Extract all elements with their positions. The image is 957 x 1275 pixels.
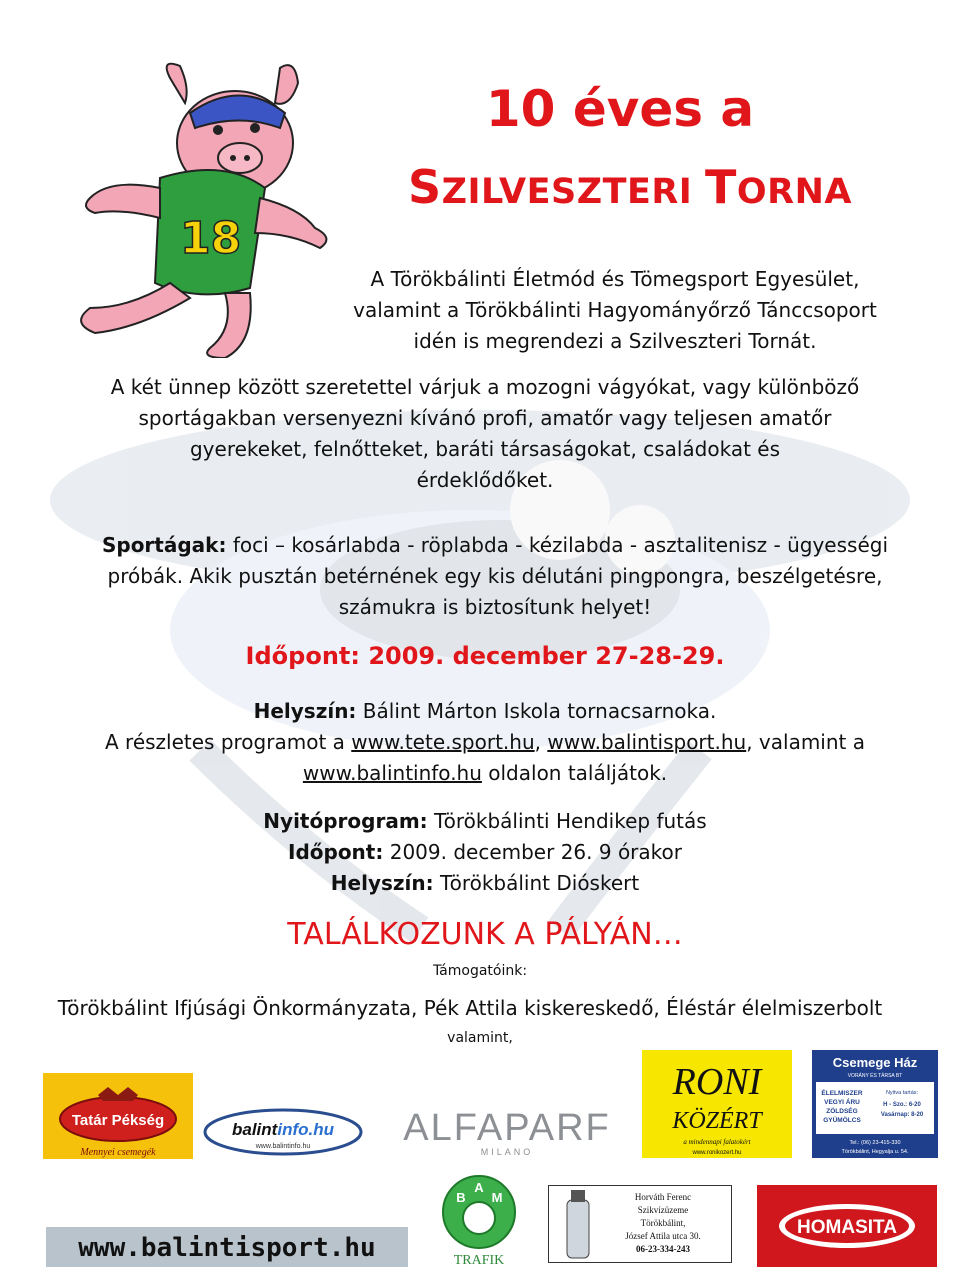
- homasita-logo: [757, 1185, 937, 1267]
- opening-date-value: 2009. december 26. 9 órakor: [383, 840, 682, 864]
- homasita-logo-art: [757, 1185, 937, 1267]
- venue-line: [60, 696, 910, 727]
- sports-paragraph: [80, 530, 910, 623]
- alfaparf-name: ALFAPARF: [403, 1107, 611, 1149]
- roni-tagline: a mindennapi falatokért: [683, 1138, 751, 1146]
- invite-line: A két ünnep között szeretettel várjuk a mozogni vágyókat, vagy különböző: [110, 375, 860, 399]
- opening-line: [150, 806, 820, 837]
- invite-line: gyerekeket, felnőtteket, baráti társaságokat, családokat és: [189, 437, 781, 461]
- balintisport-logo-art: [46, 1227, 408, 1267]
- sports-line: számukra is biztosítunk helyet!: [338, 595, 652, 619]
- intro-line: idén is megrendezi a Szilveszteri Tornát.: [413, 329, 817, 353]
- homasita-name: HOMASITA: [797, 1217, 897, 1238]
- bam-logo-art: [437, 1172, 521, 1268]
- slogan: TALÁLKOZUNK A PÁLYÁN…: [287, 917, 683, 952]
- opening-program: [150, 806, 820, 899]
- csemege-item: ÉLELMISZER: [821, 1090, 863, 1097]
- opening-label: Nyitóprogram:: [263, 809, 428, 833]
- venue-paragraph: [60, 696, 910, 789]
- opening-date-label: Időpont:: [288, 840, 384, 864]
- horvath-line-2: Szikvízüzeme: [637, 1205, 689, 1215]
- program-line: [60, 727, 910, 758]
- title-cap-s: S: [407, 160, 442, 214]
- intro-paragraph: [330, 264, 900, 357]
- program-line-2: [60, 758, 910, 789]
- invite-paragraph: [90, 372, 880, 496]
- csemege-address: Törökbálint, Hegyalja u. 54.: [841, 1149, 909, 1155]
- csemege-hours-label: Nyitva tartás:: [885, 1090, 919, 1096]
- pig-mascot-illustration: [50, 58, 335, 358]
- csemege-haz-logo: [812, 1050, 938, 1158]
- supporters-label: Támogatóink:: [432, 963, 528, 979]
- roni-url: www.ronikozert.hu: [692, 1150, 742, 1156]
- title-rest-1: ZILVESZTERI: [441, 172, 706, 212]
- csemege-hours-2: Vasárnap: 8-20: [880, 1112, 924, 1118]
- sports-line: [80, 530, 910, 561]
- tatar-name: Tatár Pékség: [71, 1112, 165, 1129]
- invite-line: érdeklődőket.: [416, 468, 554, 492]
- sports-line: próbák. Akik pusztán betérnének egy kis délutáni pingpongra, beszélgetésre,: [107, 564, 883, 588]
- program-prefix: A részletes programot a: [105, 730, 352, 754]
- also-label: valamint,: [447, 1030, 513, 1046]
- event-date: Időpont: 2009. december 27-28-29.: [245, 642, 725, 670]
- shirt-number: 18: [180, 213, 242, 264]
- opening-venue-value: Törökbálint Dióskert: [433, 871, 640, 895]
- opening-date-line: [150, 837, 820, 868]
- title-line-1: 10 éves a: [485, 80, 755, 138]
- venue-value: Bálint Márton Iskola tornacsarnoka.: [356, 699, 717, 723]
- alfaparf-sub: MILANO: [480, 1147, 534, 1157]
- alfaparf-logo: [380, 1105, 635, 1157]
- opening-venue-line: [150, 868, 820, 899]
- link-balintinfo[interactable]: www.balintinfo.hu: [302, 761, 482, 785]
- alfaparf-logo-art: [380, 1105, 635, 1157]
- roni-line-2: KÖZÉRT: [672, 1108, 762, 1134]
- csemege-hours-1: H - Szo.: 6-20: [883, 1102, 921, 1108]
- roni-line-1: RONI: [672, 1061, 762, 1103]
- bam-letter-m: M: [491, 1190, 503, 1205]
- horvath-line-4: József Attila utca 30.: [625, 1231, 701, 1241]
- title-rest-2: ORNA: [736, 172, 853, 212]
- csemege-sub: VORÁNY ÉS TÁRSA BT: [847, 1073, 903, 1079]
- csemege-name: Csemege Ház: [832, 1055, 918, 1070]
- program-suffix: , valamint a: [746, 730, 865, 754]
- csemege-item: VEGYI ÁRU: [824, 1099, 860, 1106]
- supporters-list: Törökbálint Ifjúsági Önkormányzata, Pék Attila kiskereskedő, Éléstár élelmiszerbolt: [57, 996, 883, 1020]
- csemege-item: ZÖLDSÉG: [826, 1108, 858, 1115]
- sports-label: Sportágak:: [101, 533, 227, 557]
- csemege-phone: Tel.: (06) 23-415-330: [849, 1140, 901, 1146]
- tatar-pekseg-logo: [43, 1073, 193, 1159]
- program-end: oldalon találjátok.: [481, 761, 668, 785]
- intro-line: valamint a Törökbálinti Hagyományőrző Tánccsoport: [353, 298, 877, 322]
- title-cap-t: T: [705, 160, 737, 214]
- balintisport-text: www.balintisport.hu: [78, 1233, 376, 1263]
- roni-logo-art: [642, 1050, 792, 1158]
- sports-list: foci – kosárlabda - röplabda - kézilabda - asztalitenisz - ügyességi: [226, 533, 889, 557]
- balintinfo-name-a: balint: [232, 1120, 278, 1139]
- opening-value: Törökbálinti Hendikep futás: [427, 809, 707, 833]
- venue-label: Helyszín:: [253, 699, 357, 723]
- bam-trafik-logo: [437, 1172, 521, 1268]
- bam-label: TRAFIK: [453, 1253, 505, 1268]
- horvath-szikviz-logo: [548, 1185, 732, 1263]
- bam-letter-a: A: [474, 1180, 484, 1195]
- balintinfo-url: www.balintinfo.hu: [255, 1143, 311, 1150]
- tatar-tagline: Mennyei csemegék: [80, 1147, 156, 1158]
- balintinfo-logo: [203, 1107, 363, 1157]
- horvath-line-1: Horváth Ferenc: [634, 1192, 692, 1202]
- roni-kozert-logo: [642, 1050, 792, 1158]
- balintisport-logo: [46, 1227, 408, 1267]
- horvath-logo-art: [549, 1186, 731, 1262]
- svg-text:balintinfo.hu: [232, 1120, 335, 1139]
- balintinfo-logo-art: [203, 1107, 363, 1157]
- link-separator: ,: [534, 730, 548, 754]
- title-line-2: [385, 160, 875, 214]
- csemege-logo-art: [812, 1050, 938, 1158]
- balintinfo-name-b: info.hu: [277, 1120, 334, 1139]
- link-balintisport[interactable]: www.balintisport.hu: [547, 730, 747, 754]
- horvath-line-5: 06-23-334-243: [636, 1244, 690, 1254]
- link-tete-sport[interactable]: www.tete.sport.hu: [351, 730, 535, 754]
- tatar-logo-art: [43, 1073, 193, 1159]
- intro-line: A Törökbálinti Életmód és Tömegsport Egyesület,: [370, 267, 860, 291]
- csemege-item: GYÜMÖLCS: [823, 1117, 861, 1124]
- invite-line: sportágakban versenyezni kívánó profi, amatőr vagy teljesen amatőr: [138, 406, 832, 430]
- horvath-line-3: Törökbálint,: [640, 1218, 686, 1228]
- opening-venue-label: Helyszín:: [330, 871, 434, 895]
- bam-letter-b: B: [456, 1190, 466, 1205]
